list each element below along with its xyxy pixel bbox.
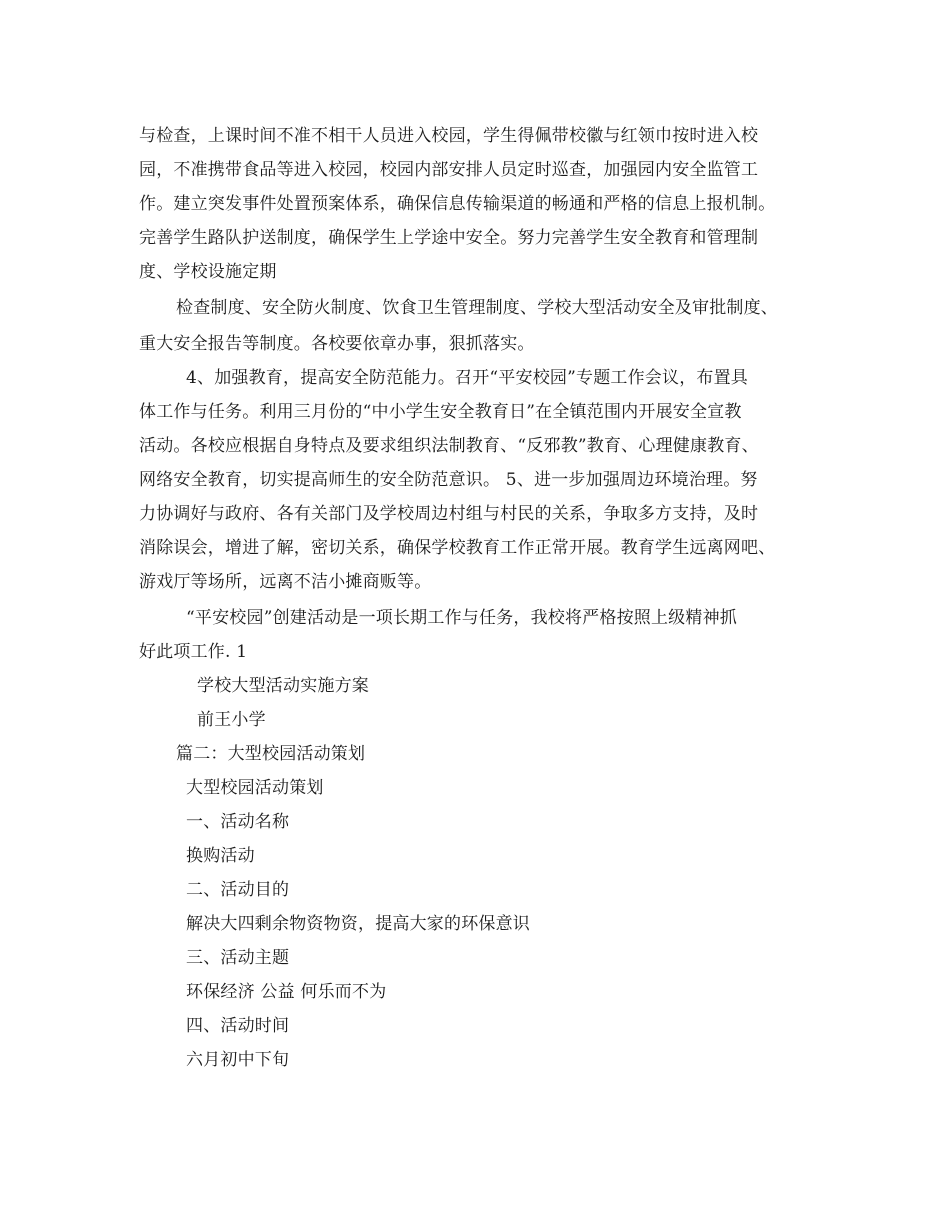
text-line: 换购活动	[186, 846, 255, 866]
text-line: 完善学生路队护送制度，确保学生上学途中安全。努力完善学生安全教育和管理制	[139, 228, 759, 248]
text-line: 一、活动名称	[186, 812, 290, 832]
text-line: 度、学校设施定期	[139, 262, 277, 282]
text-line: 前王小学	[197, 710, 266, 730]
text-line: 4、加强教育，提高安全防范能力。召开“平安校园”专题工作会议，布置具	[186, 368, 748, 388]
text-line: 游戏厅等场所，远离不洁小摊商贩等。	[139, 572, 432, 592]
text-line: 检查制度、安全防火制度、饮食卫生管理制度、学校大型活动安全及审批制度、	[176, 298, 778, 318]
text-line: 二、活动目的	[186, 880, 290, 900]
text-line: 力协调好与政府、各有关部门及学校周边村组与村民的关系，争取多方支持，及时	[139, 504, 759, 524]
text-line: “平安校园”创建活动是一项长期工作与任务，我校将严格按照上级精神抓	[186, 608, 737, 628]
text-line: 重大安全报告等制度。各校要依章办事，狠抓落实。	[139, 334, 535, 354]
section-title: 大型校园活动策划	[186, 778, 324, 798]
text-line: 作。建立突发事件处置预案体系，确保信息传输渠道的畅通和严格的信息上报机制。	[139, 194, 776, 214]
text-line: 解决大四剩余物资物资，提高大家的环保意识	[186, 914, 530, 934]
text-line: 园，不准携带食品等进入校园，校园内部安排人员定时巡查，加强园内安全监管工	[139, 160, 759, 180]
text-line: 三、活动主题	[186, 948, 290, 968]
text-line: 四、活动时间	[186, 1016, 290, 1036]
text-line: 学校大型活动实施方案	[197, 676, 369, 696]
text-line: 六月初中下旬	[186, 1050, 290, 1070]
text-line: 环保经济 公益 何乐而不为	[186, 982, 387, 1002]
section-heading: 篇二：大型校园活动策划	[176, 744, 366, 764]
text-line: 消除误会，增进了解，密切关系，确保学校教育工作正常开展。教育学生远离网吧、	[139, 538, 776, 558]
text-line: 网络安全教育，切实提高师生的安全防范意识。 5、进一步加强周边环境治理。努	[139, 470, 758, 490]
text-line: 好此项工作. 1	[139, 642, 248, 662]
text-line: 活动。各校应根据自身特点及要求组织法制教育、“反邪教”教育、心理健康教育、	[139, 436, 759, 456]
text-line: 体工作与任务。利用三月份的“中小学生安全教育日”在全镇范围内开展安全宣教	[139, 402, 742, 422]
text-line: 与检查，上课时间不准不相干人员进入校园，学生得佩带校徽与红领巾按时进入校	[139, 126, 759, 146]
